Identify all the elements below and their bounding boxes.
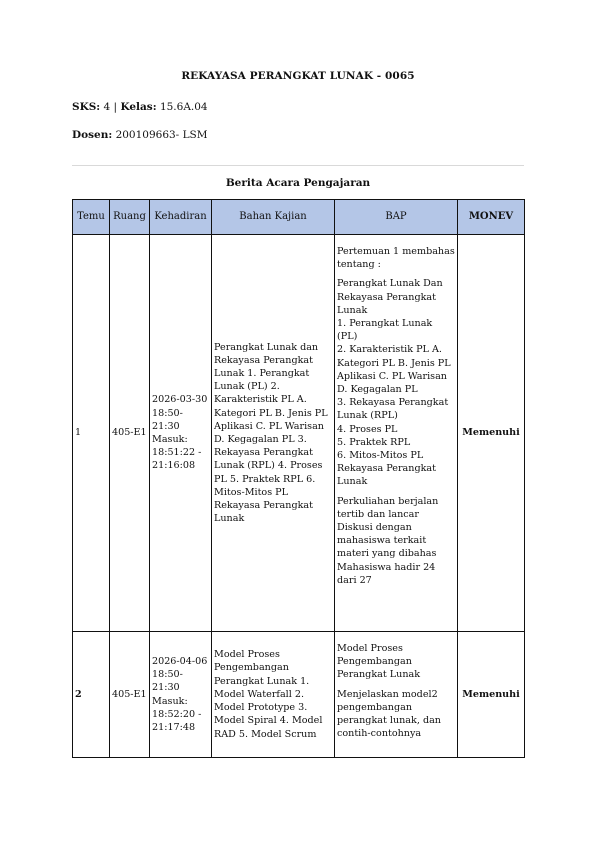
bap-table (72, 199, 525, 758)
header-bahan-kajian: Bahan Kajian (212, 200, 335, 235)
separator: | (113, 101, 118, 113)
divider (72, 165, 524, 166)
bap-paragraph: Pertemuan 1 membahas tentang : (337, 246, 455, 271)
bap-paragraph: Perangkat Lunak Dan Rekayasa Perangkat Lunak 1. Perangkat Lunak (PL) 2. Karakteristik PL A. Kategori PL B. Jenis PL Aplikasi C. PL Warisan D. Kegagalan PL 3. Rekayasa Perangkat Lunak (RPL) 4. Proses PL 5. Praktek RPL 6. Mitos-Mitos PL Rekayasa Perangkat Lunak (337, 278, 451, 488)
bap-paragraph: Menjelaskan model2 pengembangan perangkat lunak, dan contih-contohnya (337, 688, 441, 740)
cell-bahan-kajian: Perangkat Lunak dan Rekayasa Perangkat Lunak 1. Perangkat Lunak (PL) 2. Karakteristik PL A. Kategori PL B. Jenis PL Aplikasi C. PL Warisan D. Kegagalan PL 3. Rekayasa Perangkat Lunak (RPL) 4. Proses PL 5. Praktek RPL 6. Mitos-Mitos PL Rekayasa Perangkat Lunak (212, 235, 335, 632)
dosen-label: Dosen: (72, 129, 113, 141)
header-monev: MONEV (458, 200, 525, 235)
header-bap: BAP (335, 200, 458, 235)
cell-temu: 2 (73, 632, 110, 758)
kelas-label: Kelas: (120, 101, 157, 113)
cell-kehadiran: 2026-04-06 18:50-21:30 Masuk: 18:52:20 - 21:17:48 (150, 632, 212, 758)
cell-monev: Memenuhi (458, 235, 525, 632)
dosen-value: 200109663- LSM (115, 129, 208, 141)
bap-paragraph: Perkuliahan berjalan tertib dan lancar Diskusi dengan mahasiswa terkait materi yang dibahas Mahasiswa hadir 24 dari 27 (337, 495, 439, 586)
cell-kehadiran: 2026-03-30 18:50-21:30 Masuk: 18:51:22 - 21:16:08 (150, 235, 212, 632)
table-header-row (73, 200, 525, 235)
course-title: REKAYASA PERANGKAT LUNAK - 0065 (181, 70, 415, 82)
cell-ruang: 405-E1 (110, 235, 150, 632)
cell-bap (335, 235, 458, 632)
sks-label: SKS: (72, 101, 101, 113)
header-ruang: Ruang (110, 200, 150, 235)
kelas-value: 15.6A.04 (159, 101, 208, 113)
bap-paragraph: Model Proses Pengembangan Perangkat Lunak (337, 643, 421, 681)
sks-value: 4 (103, 101, 111, 113)
cell-ruang: 405-E1 (110, 632, 150, 758)
cell-bap (335, 632, 458, 758)
cell-monev: Memenuhi (458, 632, 525, 758)
cell-bahan-kajian: Model Proses Pengembangan Perangkat Lunak 1. Model Waterfall 2. Model Prototype 3. Model Spiral 4. Model RAD 5. Model Scrum (212, 632, 335, 758)
section-title: Berita Acara Pengajaran (225, 177, 371, 189)
dosen-line (72, 129, 208, 141)
sks-kelas-line (72, 101, 208, 113)
cell-temu: 1 (73, 235, 110, 632)
table-row (73, 632, 525, 758)
header-temu: Temu (73, 200, 110, 235)
table-row (73, 235, 525, 632)
header-kehadiran: Kehadiran (150, 200, 212, 235)
